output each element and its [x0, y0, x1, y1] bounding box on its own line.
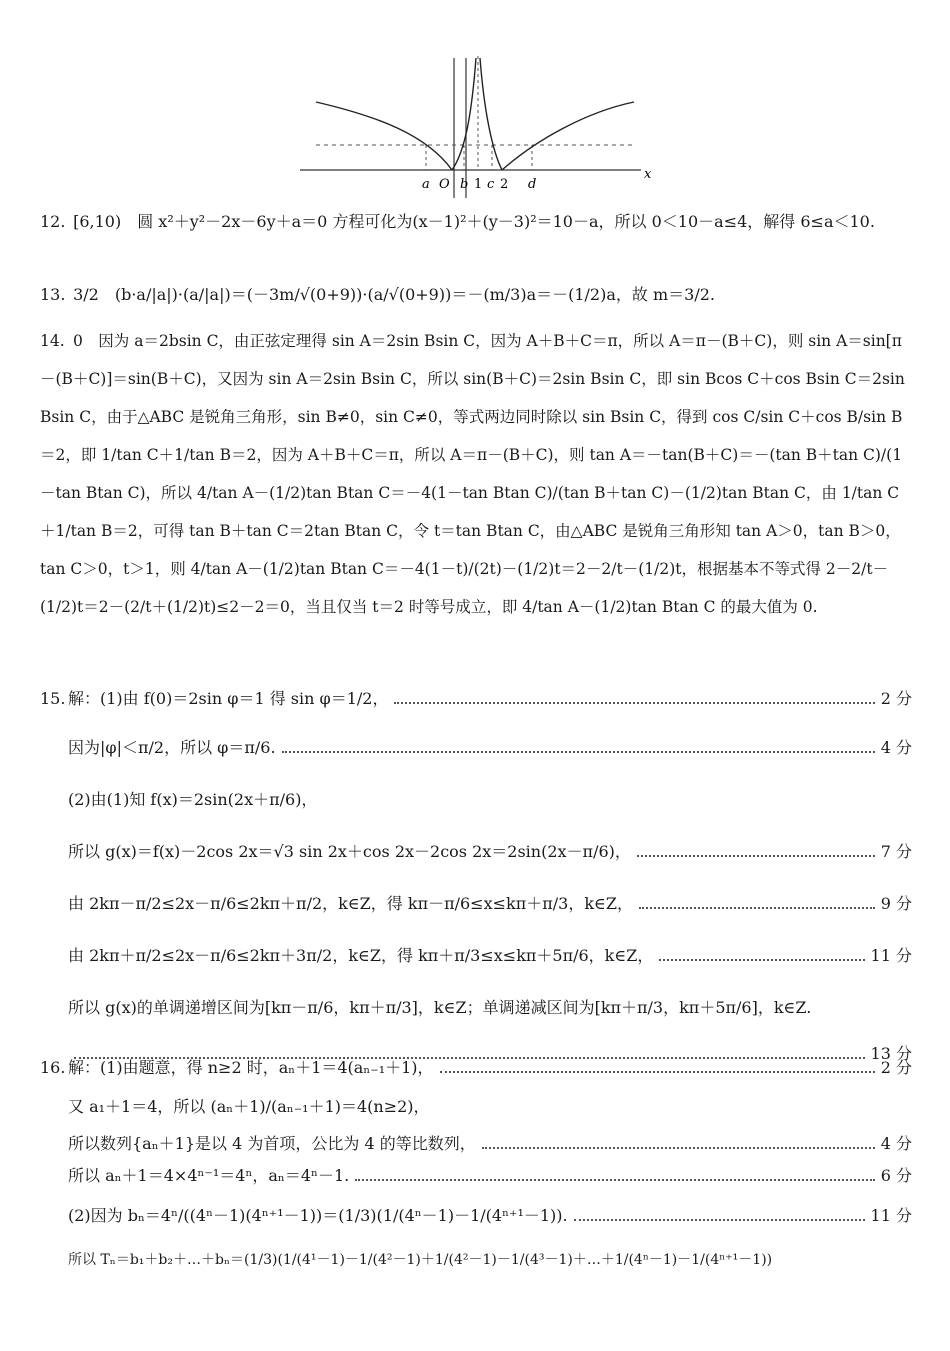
- curve-right: [502, 102, 634, 170]
- solution-line: [40, 1086, 912, 1128]
- solution-line: [40, 930, 912, 982]
- score: 13 分: [870, 1044, 912, 1063]
- solution-line: [40, 676, 912, 722]
- solution-text: 3/2 (b·a/|a|)·(a/|a|)＝(－3m/√(0+9))·(a/√(0+9))＝－(m/3)a＝－(1/2)a，故 m＝3/2.: [73, 285, 715, 304]
- solution-line: [40, 1128, 912, 1160]
- curve-right-rise: [480, 58, 502, 170]
- score: 11 分: [870, 946, 912, 965]
- line-text: 所以 g(x)的单调递增区间为[kπ－π/6，kπ＋π/3]，k∈Z；单调递减区间为[kπ＋π/3，kπ＋5π/6]，k∈Z.: [68, 998, 812, 1017]
- solution-16: [40, 1050, 912, 1280]
- leader-dots: [574, 1219, 865, 1221]
- solution-line: [40, 1192, 912, 1240]
- tick-label: d: [528, 177, 537, 192]
- tick-label: a: [422, 177, 430, 192]
- curve-left: [316, 102, 452, 170]
- line-text: (2)因为 bₙ＝4ⁿ/((4ⁿ－1)(4ⁿ⁺¹－1))＝(1/3)(1/(4ⁿ－1)－1/(4ⁿ⁺¹－1)).: [68, 1206, 568, 1225]
- line-text: 又 a₁＋1＝4，所以 (aₙ＋1)/(aₙ₋₁＋1)＝4(n≥2)，: [68, 1097, 430, 1116]
- leader-dots: [440, 1071, 875, 1073]
- line-text: (2)由(1)知 f(x)＝2sin(2x＋π/6)，: [68, 790, 318, 809]
- line-text: 解：(1)由 f(0)＝2sin φ＝1 得 sin φ＝1/2，: [68, 689, 389, 708]
- tick-label: c: [487, 177, 495, 192]
- leader-dots: [282, 751, 875, 753]
- question-number: 16.: [40, 1058, 66, 1077]
- question-number: 15.: [40, 689, 66, 708]
- line-text: 所以 aₙ＋1＝4×4ⁿ⁻¹＝4ⁿ，aₙ＝4ⁿ－1.: [68, 1166, 350, 1185]
- tick-label: b: [460, 177, 469, 192]
- tick-label: 1: [474, 177, 483, 192]
- score: 4 分: [880, 1134, 912, 1153]
- tick-label: O: [439, 177, 450, 192]
- score: 2 分: [880, 689, 912, 708]
- leader-dots: [639, 907, 875, 909]
- solution-13: [40, 278, 912, 312]
- solution-line: [40, 878, 912, 930]
- solution-14: [40, 322, 912, 626]
- line-text: 所以 Tₙ＝b₁＋b₂＋…＋bₙ＝(1/3)(1/(4¹－1)－1/(4²－1)＋1/(4²－1)－1/(4³－1)＋…＋1/(4ⁿ－1)－1/(4ⁿ⁺¹－1)): [68, 1252, 773, 1268]
- solution-15: [40, 676, 912, 1074]
- question-number: 12.: [40, 212, 66, 231]
- solution-line: [40, 722, 912, 774]
- leader-dots: [482, 1147, 875, 1149]
- solution-line: [40, 826, 912, 878]
- leader-dots: [355, 1179, 875, 1181]
- question-number: 13.: [40, 285, 66, 304]
- line-text: 由 2kπ－π/2≤2x－π/6≤2kπ＋π/2，k∈Z，得 kπ－π/6≤x≤kπ＋π/3，k∈Z，: [68, 894, 633, 913]
- tick-label: 2: [500, 177, 509, 192]
- solution-text: 0 因为 a＝2bsin C，由正弦定理得 sin A＝2sin Bsin C，因为 A＋B＋C＝π，所以 A＝π－(B＋C)，则 sin A＝sin[π－(B＋C)]＝sin(B＋C)，又因为 sin A＝2sin Bsin C，所以 sin(B＋C)＝2sin Bsin C，即 sin Bcos C＋cos Bsin C＝2sin Bsin C，由于△ABC 是锐角三角形，sin B≠0，sin C≠0，等式两边同时除以 sin Bsin C，得到 cos C/sin C＋cos B/sin B＝2，即 1/tan C＋1/tan B＝2，因为 A＋B＋C＝π，所以 A＝π－(B＋C)，则 tan A＝－tan(B＋C)＝－(tan B＋tan C)/(1－tan Btan C)，所以 4/tan A－(1/2)tan Btan C＝－4(1－tan Btan C)/(tan B＋tan C)－(1/2)tan Btan C，由 1/tan C＋1/tan B＝2，可得 tan B＋tan C＝2tan Btan C，令 t＝tan Btan C，由△ABC 是锐角三角形知 tan A＞0，tan B＞0，tan C＞0，t＞1，则 4/tan A－(1/2)tan Btan C＝－4(1－t)/(2t)－(1/2)t＝2－2/t－(1/2)t，根据基本不等式得 2－2/t－(1/2)t＝2－(2/t＋(1/2)t)≤2－2＝0，当且仅当 t＝2 时等号成立，即 4/tan A－(1/2)tan Btan C 的最大值为 0.: [40, 332, 905, 616]
- solution-line: [40, 1160, 912, 1192]
- score: 2 分: [880, 1058, 912, 1077]
- line-text: 所以 g(x)＝f(x)－2cos 2x＝√3 sin 2x＋cos 2x－2cos 2x＝2sin(2x－π/6)，: [68, 842, 631, 861]
- line-text: 所以数列{aₙ＋1}是以 4 为首项，公比为 4 的等比数列，: [68, 1134, 476, 1153]
- score: 4 分: [880, 738, 912, 757]
- score: 9 分: [880, 894, 912, 913]
- leader-dots: [659, 959, 864, 961]
- solution-12: [40, 205, 912, 239]
- line-text: 由 2kπ＋π/2≤2x－π/6≤2kπ＋3π/2，k∈Z，得 kπ＋π/3≤x≤kπ＋5π/6，k∈Z，: [68, 946, 654, 965]
- question-number: 14.: [40, 332, 65, 350]
- solution-line: [40, 982, 912, 1034]
- score: 6 分: [880, 1166, 912, 1185]
- score: 11 分: [870, 1206, 912, 1225]
- score: 7 分: [880, 842, 912, 861]
- function-graph: [296, 50, 656, 200]
- leader-dots: [394, 702, 874, 704]
- solution-line: [40, 1050, 912, 1086]
- solution-line: [40, 774, 912, 826]
- line-text: 解：(1)由题意，得 n≥2 时，aₙ＋1＝4(aₙ₋₁＋1)，: [68, 1058, 434, 1077]
- solution-line: [40, 1240, 912, 1280]
- solution-text: [6,10) 圆 x²＋y²－2x－6y＋a＝0 方程可化为(x－1)²＋(y－3)²＝10－a，所以 0＜10－a≤4，解得 6≤a＜10.: [73, 212, 875, 231]
- x-axis-label: x: [644, 167, 652, 182]
- leader-dots: [637, 855, 875, 857]
- line-text: 因为|φ|＜π/2，所以 φ＝π/6.: [68, 738, 276, 757]
